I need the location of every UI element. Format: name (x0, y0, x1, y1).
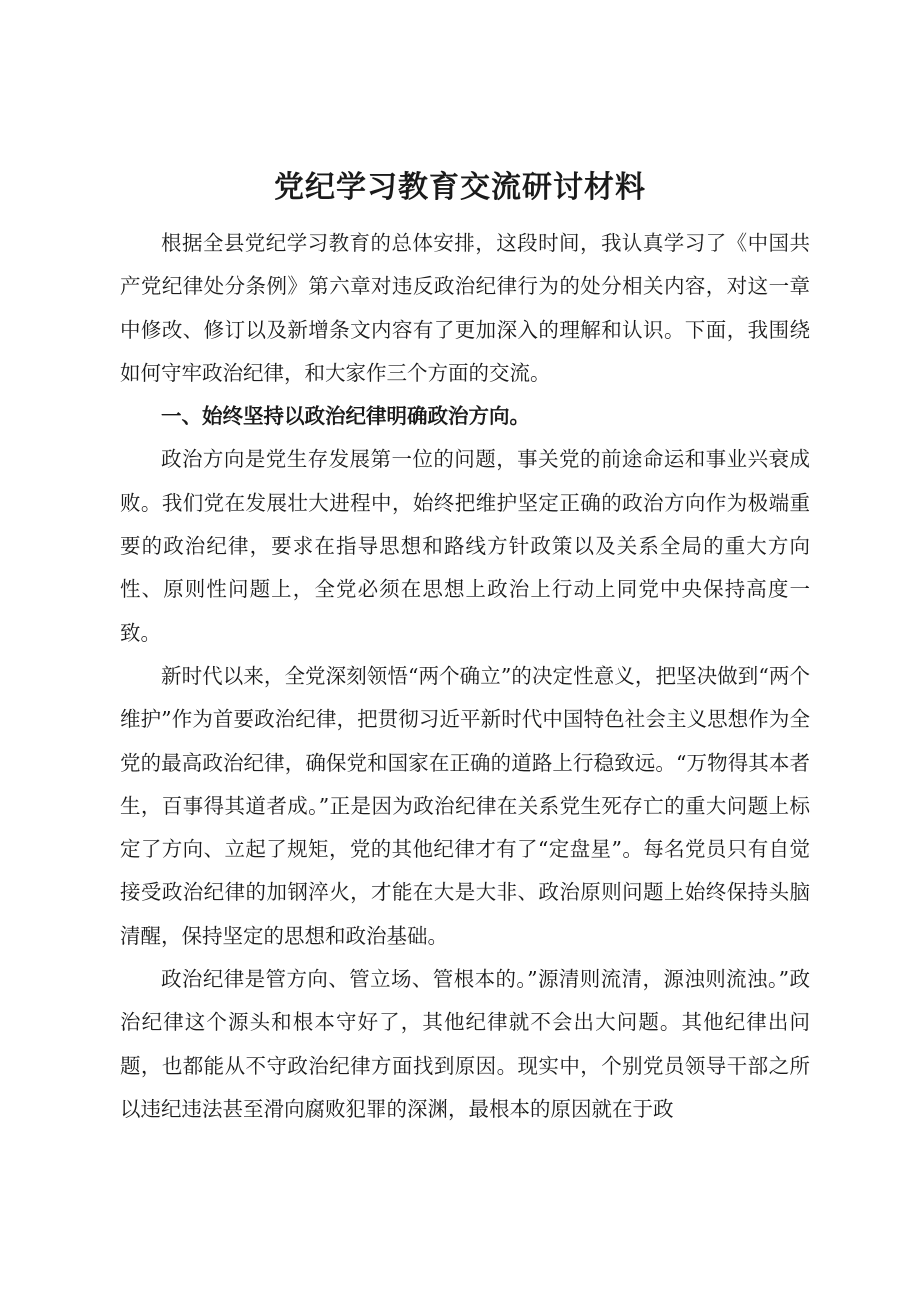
body-paragraph: 新时代以来，全党深刻领悟“两个确立”的决定性意义，把坚决做到“两个维护”作为首要政治纪律，把贯彻习近平新时代中国特色社会主义思想作为全党的最高政治纪律，确保党和国家在正确的道路上行稳致远。“万物得其本者生，百事得其道者成。”正是因为政治纪律在关系党生死存亡的重大问题上标定了方向、立起了规矩，党的其他纪律才有了“定盘星”。每名党员只有自觉接受政治纪律的加钢淬火，才能在大是大非、政治原则问题上始终保持头脑清醒，保持坚定的思想和政治基础。 (120, 663, 810, 948)
body-paragraph: 政治方向是党生存发展第一位的问题，事关党的前途命运和事业兴衰成败。我们党在发展壮大进程中，始终把维护坚定正确的政治方向作为极端重要的政治纪律，要求在指导思想和路线方针政策以及关系全局的重大方向性、原则性问题上，全党必须在思想上政治上行动上同党中央保持高度一致。 (120, 447, 810, 645)
document-title: 党纪学习教育交流研讨材料 (274, 170, 646, 205)
section-heading-1: 一、始终坚持以政治纪律明确政治方向。 (161, 404, 530, 429)
intro-paragraph: 根据全县党纪学习教育的总体安排，这段时间，我认真学习了《中国共产党纪律处分条例》第六章对违反政治纪律行为的处分相关内容，对这一章中修改、修订以及新增条文内容有了更加深入的理解和认识。下面，我围绕如何守牢政治纪律，和大家作三个方面的交流。 (120, 231, 810, 385)
body-paragraph: 政治纪律是管方向、管立场、管根本的。”源清则流清，源浊则流浊。”政治纪律这个源头和根本守好了，其他纪律就不会出大问题。其他纪律出问题，也都能从不守政治纪律方面找到原因。现实中，个别党员领导干部之所以违纪违法甚至滑向腐败犯罪的深渊，最根本的原因就在于政 (120, 967, 810, 1121)
document-body (120, 222, 810, 1131)
